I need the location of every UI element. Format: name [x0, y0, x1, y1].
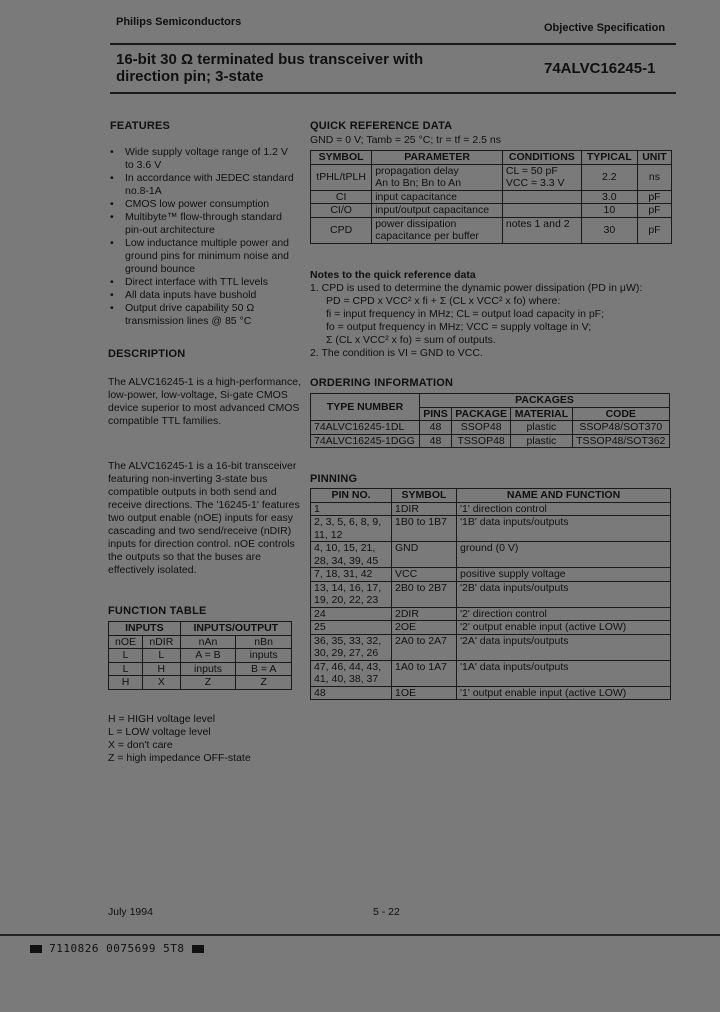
- ft-cell: X: [143, 676, 181, 690]
- pin-number: 47, 46, 44, 43, 41, 40, 38, 37: [311, 660, 392, 686]
- pin-symbol: 2DIR: [392, 607, 457, 621]
- qr-cond-line1: CL = 50 pF: [505, 164, 558, 177]
- ft-cell: L: [109, 662, 143, 676]
- title-rule: [110, 92, 676, 94]
- header-rule: [110, 43, 676, 45]
- notes-heading: Notes to the quick reference data: [310, 269, 476, 281]
- description-para-1: The ALVC16245-1 is a high-performance, low-power, low-voltage, Si-gate CMOS device superior to most advanced CMOS compatible TTL families.: [108, 376, 301, 427]
- qr-typical: 3.0: [581, 190, 637, 204]
- barcode-block-left: [30, 945, 42, 953]
- ft-cell: L: [109, 649, 143, 663]
- ft-col-ndir: nDIR: [143, 635, 181, 649]
- qr-col-parameter: PARAMETER: [372, 151, 503, 165]
- pin-row: [311, 660, 671, 686]
- pin-col-function: NAME AND FUNCTION: [457, 489, 671, 503]
- ord-col-code: CODE: [572, 407, 669, 421]
- qr-row: [311, 190, 672, 204]
- barcode-line: [30, 942, 204, 955]
- pin-symbol: 2OE: [392, 621, 457, 635]
- pin-col-no: PIN NO.: [311, 489, 392, 503]
- page-title: [116, 51, 496, 85]
- qr-conditions: [502, 217, 581, 243]
- description-para-2: The ALVC16245-1 is a 16-bit transceiver featuring non-inverting 3-state bus compatible outputs in both send and receive directions. The '16245-1' features two output enable (nOE) inputs for easy cascading and two send/receive (nDIR) inputs for direction control. nOE controls the outputs so that the buses are effectively isolated.: [108, 460, 300, 576]
- ord-row: [311, 421, 670, 435]
- qr-row: [311, 204, 672, 218]
- pin-function: '1' direction control: [457, 502, 671, 516]
- ord-cell: 48: [420, 434, 452, 448]
- pin-number: 2, 3, 5, 6, 8, 9, 11, 12: [311, 516, 392, 542]
- ord-col-packages: PACKAGES: [420, 394, 670, 408]
- ord-cell: plastic: [511, 434, 572, 448]
- qr-unit: pF: [637, 204, 671, 218]
- feature-item: • Low inductance multiple power and ground pins for minimum noise and ground bounce: [108, 237, 298, 276]
- spec-type: Objective Specification: [544, 22, 666, 34]
- pin-function: '1' output enable input (active LOW): [457, 686, 671, 700]
- ord-col-type: TYPE NUMBER: [311, 394, 420, 421]
- pin-number: 13, 14, 16, 17, 19, 20, 22, 23: [311, 581, 392, 607]
- ft-cell: L: [143, 649, 181, 663]
- feature-item: • CMOS low power consumption: [108, 198, 298, 211]
- feature-item: • Output drive capability 50 Ω transmission lines @ 85 °C: [108, 302, 298, 328]
- pin-number: 48: [311, 686, 392, 700]
- qr-param-line2: An to Bn; Bn to An: [375, 177, 462, 189]
- ft-cell: inputs: [180, 662, 236, 676]
- pin-function: '1B' data inputs/outputs: [457, 516, 671, 542]
- ord-cell: SSOP48: [451, 421, 510, 435]
- quick-ref-conditions: GND = 0 V; Tamb = 25 °C; tr = tf = 2.5 ns: [310, 134, 501, 146]
- pinning-table: [310, 488, 671, 700]
- features-heading: FEATURES: [110, 120, 171, 132]
- legend-x: X = don't care: [108, 739, 173, 751]
- qr-param-line1: power dissipation: [375, 217, 457, 230]
- ord-col-package: PACKAGE: [451, 407, 510, 421]
- part-number: 74ALVC16245-1: [544, 60, 656, 77]
- ft-row: [109, 662, 292, 676]
- barcode-block-right: [192, 945, 204, 953]
- ord-cell: 74ALVC16245-1DGG: [311, 434, 420, 448]
- ord-cell: plastic: [511, 421, 572, 435]
- qr-unit: ns: [637, 164, 671, 190]
- qr-param-line2: capacitance per buffer: [375, 230, 479, 242]
- title-line-2: direction pin; 3-state: [116, 68, 264, 85]
- ord-cell: TSSOP48: [451, 434, 510, 448]
- pin-number: 7, 18, 31, 42: [311, 568, 392, 582]
- ord-cell: SSOP48/SOT370: [572, 421, 669, 435]
- pin-row: [311, 568, 671, 582]
- qr-symbol: CPD: [311, 217, 372, 243]
- ord-cell: 48: [420, 421, 452, 435]
- ord-col-pins: PINS: [420, 407, 452, 421]
- ordering-heading: ORDERING INFORMATION: [310, 377, 454, 389]
- pin-function: positive supply voltage: [457, 568, 671, 582]
- ft-col-nbn: nBn: [236, 635, 292, 649]
- qr-col-conditions: CONDITIONS: [502, 151, 581, 165]
- legend-z: Z = high impedance OFF-state: [108, 752, 251, 764]
- ft-col-nan: nAn: [180, 635, 236, 649]
- ft-cell: inputs: [236, 649, 292, 663]
- pin-number: 25: [311, 621, 392, 635]
- ft-cell: B = A: [236, 662, 292, 676]
- legend-l: L = LOW voltage level: [108, 726, 211, 738]
- qr-symbol: tPHL/tPLH: [311, 164, 372, 190]
- feature-item: • All data inputs have bushold: [108, 289, 298, 302]
- qr-unit: pF: [637, 190, 671, 204]
- note-1: 1. CPD is used to determine the dynamic power dissipation (PD in μW):: [310, 282, 643, 294]
- quick-ref-table: [310, 150, 672, 244]
- qr-parameter: [372, 217, 503, 243]
- qr-parameter: [372, 164, 503, 190]
- pin-function: '2A' data inputs/outputs: [457, 634, 671, 660]
- pin-function: '1A' data inputs/outputs: [457, 660, 671, 686]
- quick-ref-heading: QUICK REFERENCE DATA: [310, 120, 453, 132]
- qr-unit: pF: [637, 217, 671, 243]
- pin-row: [311, 516, 671, 542]
- qr-typical: 2.2: [581, 164, 637, 190]
- feature-item: • In accordance with JEDEC standard no.8-1A: [108, 172, 298, 198]
- pin-symbol: 2B0 to 2B7: [392, 581, 457, 607]
- qr-cond-line1: notes 1 and 2: [505, 217, 570, 230]
- ft-cell: H: [109, 676, 143, 690]
- pin-row: [311, 607, 671, 621]
- pin-function: '2B' data inputs/outputs: [457, 581, 671, 607]
- feature-item: • Multibyte™ flow-through standard pin-out architecture: [108, 211, 298, 237]
- ft-cell: Z: [236, 676, 292, 690]
- ft-cell: Z: [180, 676, 236, 690]
- pin-symbol: GND: [392, 542, 457, 568]
- note-1-fo: fo = output frequency in MHz; VCC = supply voltage in V;: [326, 321, 592, 333]
- footer-date: July 1994: [108, 906, 153, 918]
- qr-conditions: [502, 204, 581, 218]
- pin-number: 36, 35, 33, 32, 30, 29, 27, 26: [311, 634, 392, 660]
- pin-col-symbol: SYMBOL: [392, 489, 457, 503]
- feature-item: • Direct interface with TTL levels: [108, 276, 298, 289]
- ft-group-inputs: INPUTS: [109, 622, 181, 636]
- qr-param-line1: propagation delay: [375, 164, 459, 177]
- pin-row: [311, 686, 671, 700]
- pin-row: [311, 621, 671, 635]
- feature-item: • Wide supply voltage range of 1.2 V to 3.6 V: [108, 146, 298, 172]
- qr-conditions: [502, 190, 581, 204]
- pin-symbol: 1OE: [392, 686, 457, 700]
- qr-param-line1: input/output capacitance: [375, 204, 490, 216]
- ordering-table: [310, 393, 670, 448]
- qr-col-typical: TYPICAL: [581, 151, 637, 165]
- ord-col-material: MATERIAL: [511, 407, 572, 421]
- pin-symbol: 1B0 to 1B7: [392, 516, 457, 542]
- ft-cell: A = B: [180, 649, 236, 663]
- quick-ref-notes: [310, 269, 690, 360]
- pin-symbol: VCC: [392, 568, 457, 582]
- qr-symbol: CI: [311, 190, 372, 204]
- pin-number: 24: [311, 607, 392, 621]
- qr-row: [311, 217, 672, 243]
- footer-page: 5 - 22: [373, 906, 400, 918]
- ft-cell: H: [143, 662, 181, 676]
- pin-row: [311, 634, 671, 660]
- ord-cell: 74ALVC16245-1DL: [311, 421, 420, 435]
- pin-row: [311, 502, 671, 516]
- note-2: 2. The condition is VI = GND to VCC.: [310, 347, 483, 359]
- note-1-sum: Σ (CL x VCC² x fo) = sum of outputs.: [326, 334, 496, 346]
- features-list: [108, 146, 298, 328]
- pin-row: [311, 542, 671, 568]
- function-table-legend: [108, 713, 308, 765]
- footer-rule: [0, 934, 720, 936]
- ft-row: [109, 676, 292, 690]
- ft-col-noe: $\overline{nOE}$: [109, 635, 143, 649]
- qr-conditions: [502, 164, 581, 190]
- qr-col-symbol: SYMBOL: [311, 151, 372, 165]
- qr-parameter: [372, 204, 503, 218]
- pin-function: ground (0 V): [457, 542, 671, 568]
- qr-parameter: [372, 190, 503, 204]
- pin-number: 4, 10, 15, 21, 28, 34, 39, 45: [311, 542, 392, 568]
- qr-col-unit: UNIT: [637, 151, 671, 165]
- note-1-fi: fi = input frequency in MHz; CL = output load capacity in pF;: [326, 308, 605, 320]
- qr-row: [311, 164, 672, 190]
- pin-function: '2' output enable input (active LOW): [457, 621, 671, 635]
- pin-symbol: 1DIR: [392, 502, 457, 516]
- pin-function: '2' direction control: [457, 607, 671, 621]
- ord-cell: TSSOP48/SOT362: [572, 434, 669, 448]
- pin-symbol: 1A0 to 1A7: [392, 660, 457, 686]
- pin-row: [311, 581, 671, 607]
- pinning-heading: PINNING: [310, 473, 358, 485]
- qr-symbol: CI/O: [311, 204, 372, 218]
- function-table-heading: FUNCTION TABLE: [108, 605, 207, 617]
- ft-row: [109, 649, 292, 663]
- barcode-text: 7110826 0075699 5T8: [49, 942, 185, 955]
- title-line-1: 16-bit 30 Ω terminated bus transceiver with: [116, 51, 424, 68]
- description-heading: DESCRIPTION: [108, 348, 186, 360]
- qr-typical: 30: [581, 217, 637, 243]
- legend-h: H = HIGH voltage level: [108, 713, 216, 725]
- pin-symbol: 2A0 to 2A7: [392, 634, 457, 660]
- company-name: Philips Semiconductors: [116, 16, 242, 28]
- qr-cond-line2: VCC = 3.3 V: [505, 177, 565, 189]
- ft-group-io: INPUTS/OUTPUT: [180, 622, 291, 636]
- qr-typical: 10: [581, 204, 637, 218]
- pin-number: 1: [311, 502, 392, 516]
- note-1-formula: PD = CPD x VCC² x fi + Σ (CL x VCC² x fo) where:: [326, 295, 561, 307]
- ord-row: [311, 434, 670, 448]
- function-table: [108, 621, 292, 690]
- qr-param-line1: input capacitance: [375, 190, 457, 203]
